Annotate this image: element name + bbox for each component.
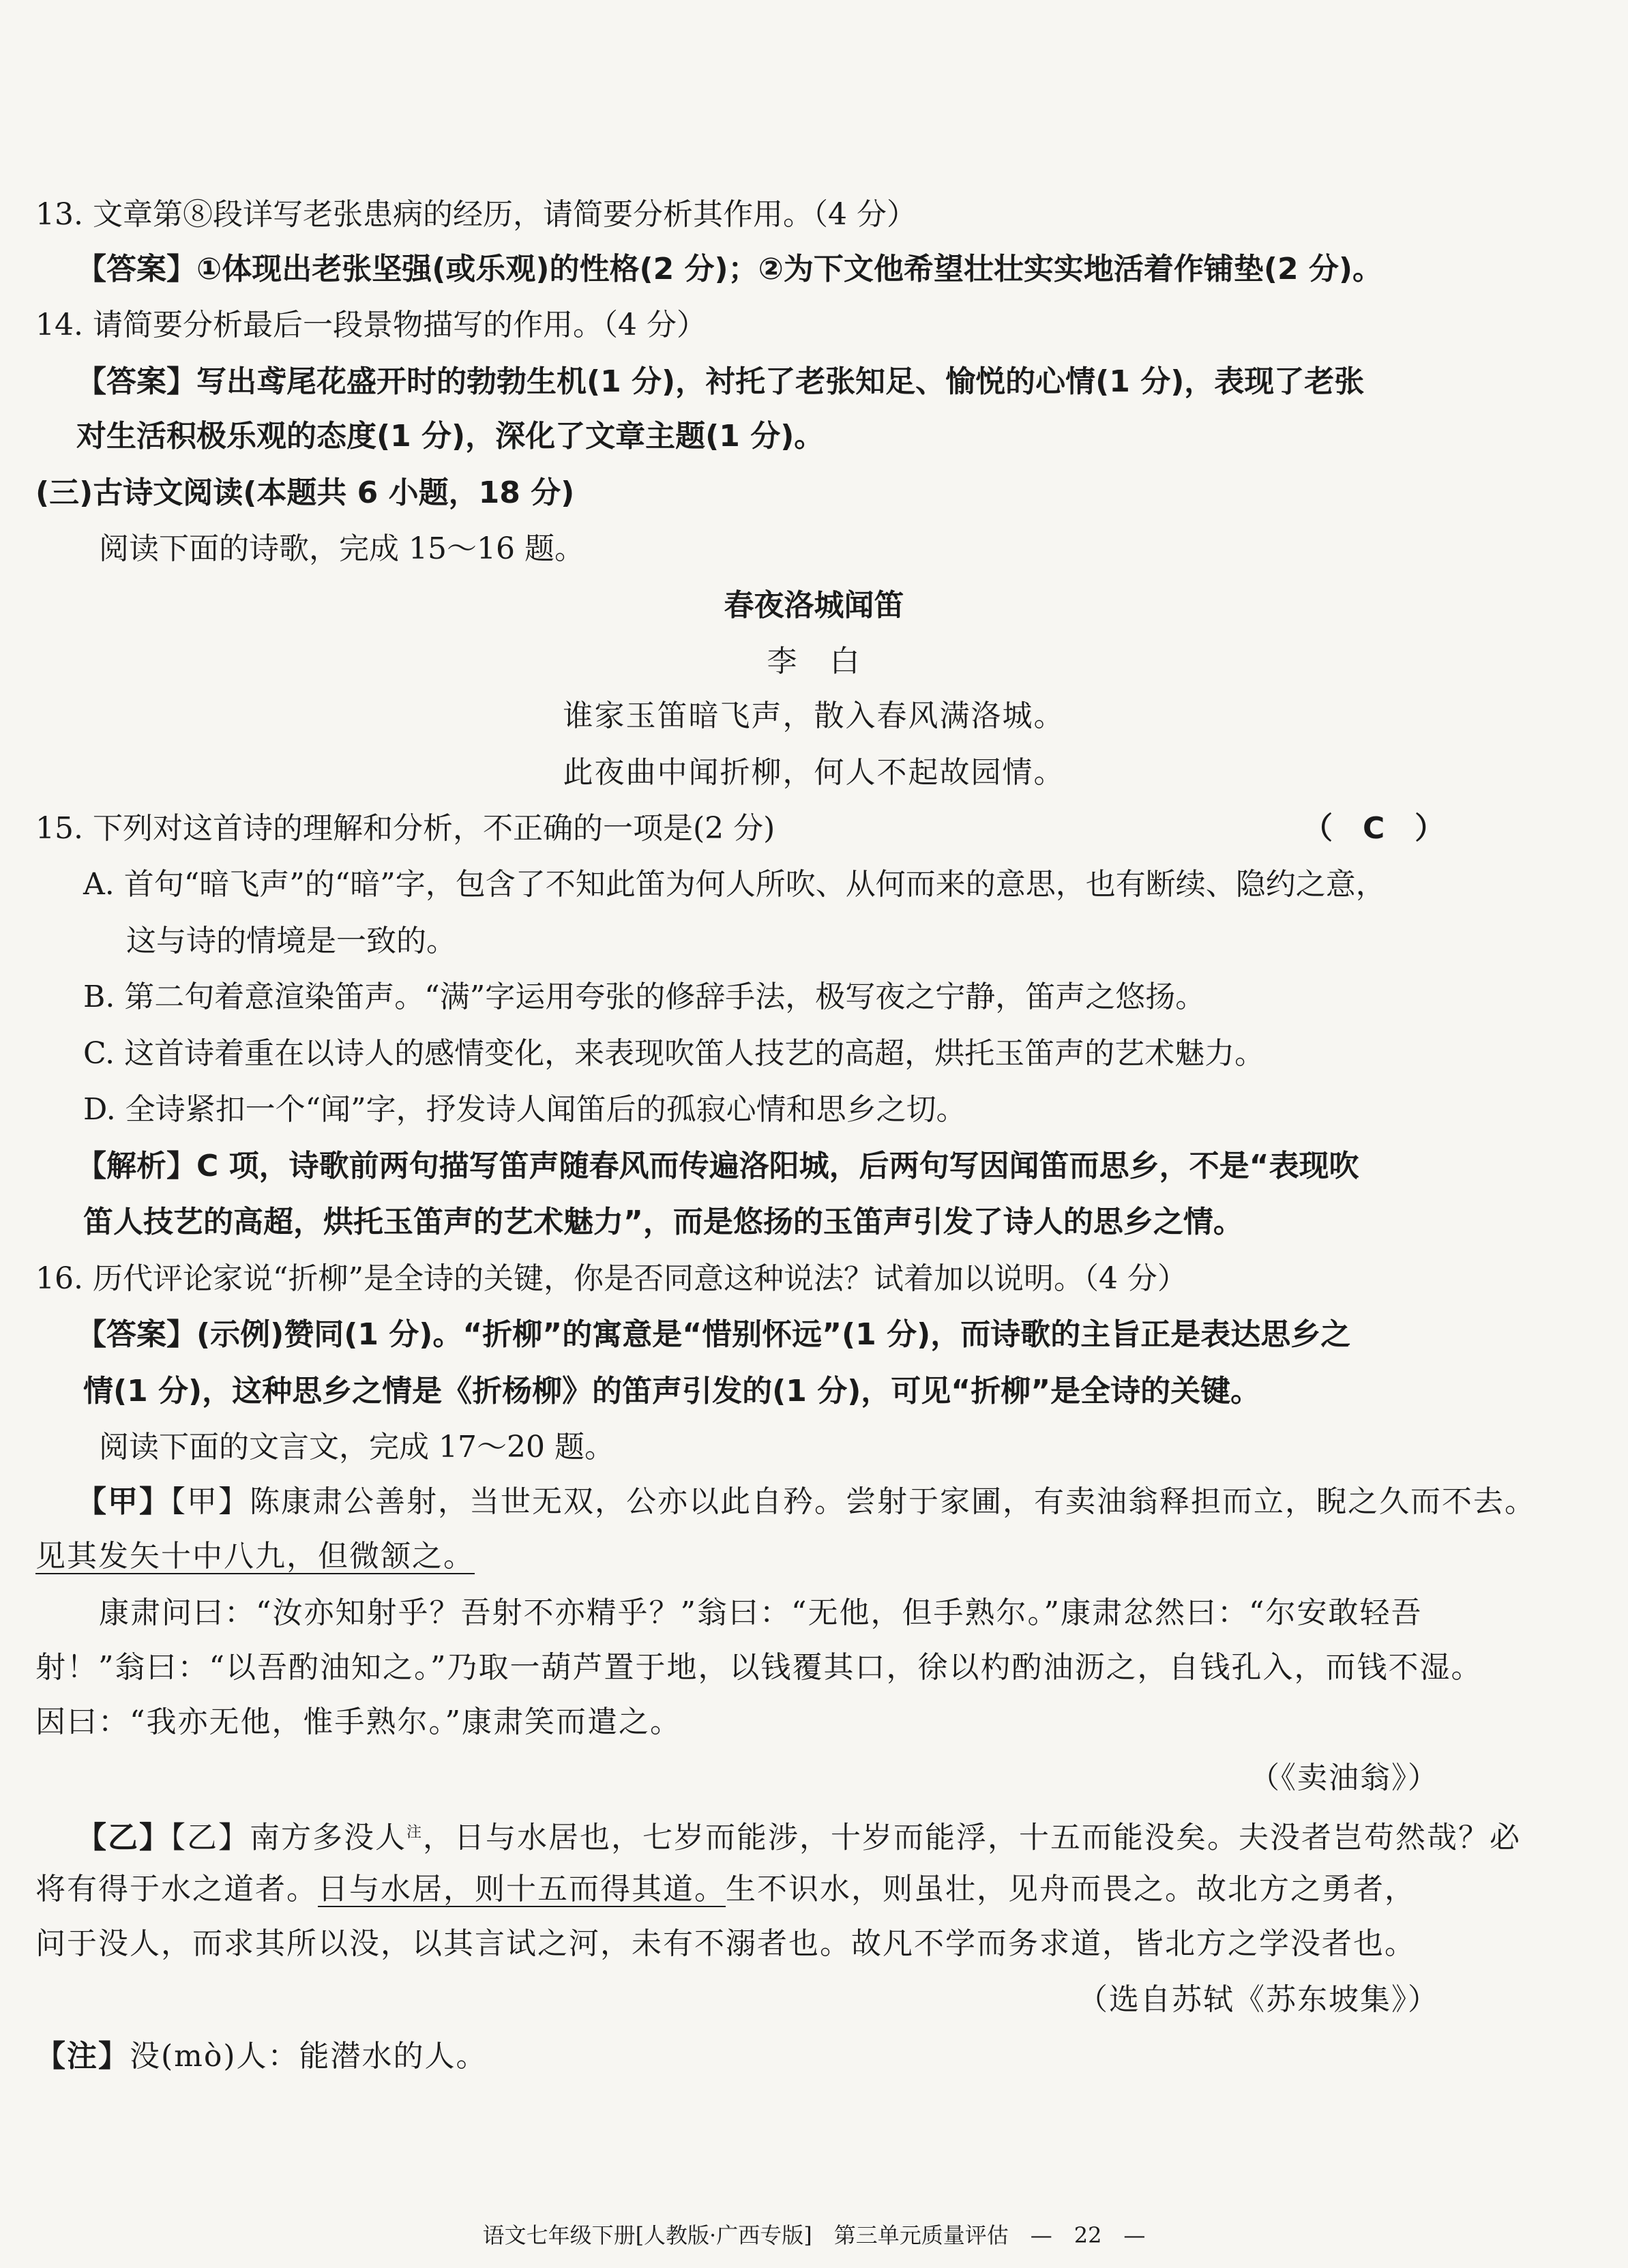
q15-option-a-line2: 这与诗的情境是一致的。: [126, 924, 456, 958]
q15-option-d: D. 全诗紧扣一个“闻”字，抒发诗人闻笛后的孤寂心情和思乡之切。: [83, 1092, 966, 1127]
q15-analysis-line2: 笛人技艺的高超，烘托玉笛声的艺术魅力”，而是悠扬的玉笛声引发了诗人的思乡之情。: [83, 1205, 1243, 1239]
passage-yi-line2-tail: 生不识水，则虽壮，见舟而畏之。故北方之勇者，: [726, 1872, 1416, 1906]
passage-yi-source: （选自苏轼《苏东坡集》）: [1078, 1982, 1439, 2017]
passage-yi-line2: [35, 1869, 1416, 1910]
q14-question: 14. 请简要分析最后一段景物描写的作用。（4 分）: [35, 308, 707, 342]
poem-line1: 谁家玉笛暗飞声，散入春风满洛城。: [563, 698, 1065, 733]
poem-title: 春夜洛城闻笛: [724, 588, 904, 623]
passage-yi-line1: [76, 1812, 1521, 1859]
q15-option-b: B. 第二句着意渲染笛声。“满”字运用夸张的修辞手法，极写夜之宁静，笛声之悠扬。: [83, 980, 1206, 1014]
poem-author: 李 白: [767, 644, 861, 679]
passage-jia-line1: [76, 1482, 1536, 1522]
passage-jia-line1-text: 【甲】陈康肃公善射，当世无双，公亦以此自矜。尝射于家圃，有卖油翁释担而立，睨之久而不去。: [171, 1484, 1536, 1519]
q15-analysis-line1: 【解析】C 项，诗歌前两句描写笛声随春风而传遍洛阳城，后两句写因闻笛而思乡，不是“表现吹: [76, 1149, 1359, 1183]
q15-answer-paren: （ C ）: [1303, 811, 1445, 846]
poem-line2: 此夜曲中闻折柳，何人不起故园情。: [563, 755, 1065, 790]
annotation-label: 【注】: [35, 2039, 130, 2074]
passage-yi-label: 【乙】: [76, 1820, 171, 1855]
q13-question: 13. 文章第⑧段详写老张患病的经历，请简要分析其作用。（4 分）: [35, 197, 917, 232]
passage-yi-line1-tail: ，日与水居也，七岁而能涉，十岁而能浮，十五而能没矣。夫没者岂苟然哉？必: [423, 1820, 1522, 1855]
passage-yi-note-mark: 注: [406, 1824, 424, 1841]
passage-jia-line4: 射！”翁曰：“以吾酌油知之。”乃取一葫芦置于地，以钱覆其口，徐以杓酌油沥之，自钱孔入，而钱不湿。: [35, 1650, 1483, 1685]
passage-yi-line3: 问于没人，而求其所以没，以其言试之河，未有不溺者也。故凡不学而务求道，皆北方之学没者也。: [35, 1926, 1416, 1961]
q15-option-a-line1: A. 首句“暗飞声”的“暗”字，包含了不知此笛为何人所吹、从何而来的意思，也有断续、隐约之意，: [83, 867, 1386, 902]
passage-jia-line5: 因曰：“我亦无他，惟手熟尔。”康肃笑而遣之。: [35, 1705, 681, 1739]
q16-answer-line1: 【答案】(示例)赞同(1 分)。“折柳”的寓意是“惜别怀远”(1 分)，而诗歌的主旨正是表达思乡之: [76, 1317, 1351, 1352]
q14-answer-line2: 对生活积极乐观的态度(1 分)，深化了文章主题(1 分)。: [76, 419, 825, 454]
annotation-text: 没(mò)人：能潜水的人。: [130, 2039, 488, 2074]
q14-answer-line1: 【答案】写出鸢尾花盛开时的勃勃生机(1 分)，衬托了老张知足、愉悦的心情(1 分)，表现了老张: [76, 364, 1365, 399]
passage-jia-line2-underlined: 见其发矢十中八九，但微颔之。: [35, 1539, 475, 1574]
annotation-note: [35, 2036, 488, 2077]
poem-intro: 阅读下面的诗歌，完成 15～16 题。: [99, 531, 584, 566]
classical-intro: 阅读下面的文言文，完成 17～20 题。: [99, 1430, 615, 1464]
q15-question: 15. 下列对这首诗的理解和分析，不正确的一项是(2 分): [35, 811, 775, 846]
passage-jia-source: （《卖油翁》）: [1249, 1761, 1439, 1795]
q16-question: 16. 历代评论家说“折柳”是全诗的关键，你是否同意这种说法？试着加以说明。（4 分）: [35, 1261, 1187, 1296]
page-footer: 语文七年级下册[人教版·广西专版] 第三单元质量评估 — 22 —: [482, 2222, 1146, 2248]
passage-jia-line3: 康肃问曰：“汝亦知射乎？吾射不亦精乎？”翁曰：“无他，但手熟尔。”康肃忿然曰：“尔安敢轻吾: [99, 1595, 1423, 1630]
passage-yi-line1-head: 【乙】南方多没人: [171, 1820, 406, 1855]
q15-option-c: C. 这首诗着重在以诗人的感情变化，来表现吹笛人技艺的高超，烘托玉笛声的艺术魅力。: [83, 1036, 1265, 1071]
section3-heading: (三)古诗文阅读(本题共 6 小题，18 分): [35, 475, 575, 510]
q13-answer: 【答案】①体现出老张坚强(或乐观)的性格(2 分)；②为下文他希望壮壮实实地活着作铺垫(2 分)。: [76, 252, 1383, 286]
passage-jia-label: 【甲】: [76, 1484, 171, 1519]
passage-yi-line2-head: 将有得于水之道者。: [35, 1872, 318, 1906]
passage-yi-line2-underlined: 日与水居，则十五而得其道。: [318, 1872, 726, 1906]
q16-answer-line2: 情(1 分)，这种思乡之情是《折杨柳》的笛声引发的(1 分)，可见“折柳”是全诗的关键。: [83, 1374, 1261, 1409]
